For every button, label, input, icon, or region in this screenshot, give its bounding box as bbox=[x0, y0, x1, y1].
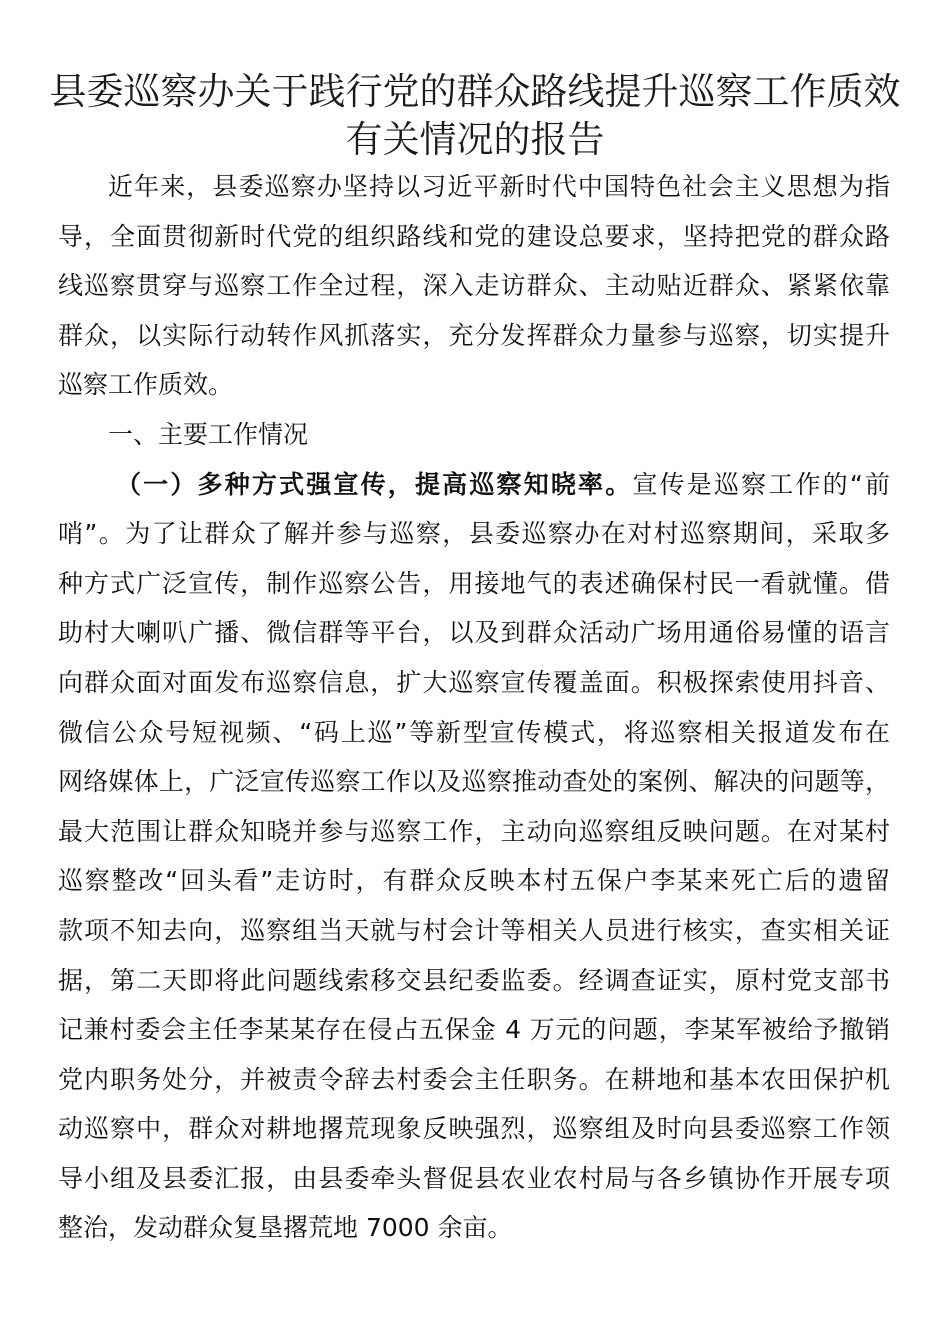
subsection-paragraph-line: 党内职务处分，并被责令辞去村委会主任职务。在耕地和基本农田保护机 bbox=[58, 1064, 890, 1094]
document-title-line-1: 县委巡察办关于践行党的群众路线提升巡察工作质效 bbox=[49, 70, 901, 113]
subsection-paragraph-line: 最大范围让群众知晓并参与巡察工作，主动向巡察组反映问题。在对某村 bbox=[58, 816, 890, 846]
intro-paragraph-line: 群众，以实际行动转作风抓落实，充分发挥群众力量参与巡察，切实提升 bbox=[58, 320, 890, 350]
intro-paragraph-line: 巡察工作质效。 bbox=[58, 370, 234, 400]
subsection-paragraph-line: 向群众面对面发布巡察信息，扩大巡察宣传覆盖面。积极探索使用抖音、 bbox=[58, 667, 890, 697]
subsection-paragraph-line: 网络媒体上，广泛宣传巡察工作以及巡察推动查处的案例、解决的问题等， bbox=[58, 767, 890, 797]
subsection-heading: （一）多种方式强宣传，提高巡察知晓率。 bbox=[116, 469, 633, 499]
subsection-paragraph-line: 助村大喇叭广播、微信群等平台，以及到群众活动广场用通俗易懂的语言 bbox=[58, 618, 890, 648]
subsection-paragraph-line: 据，第二天即将此问题线索移交县纪委监委。经调查证实，原村党支部书 bbox=[58, 965, 890, 995]
subsection-first-line-text: 宣传是巡察工作的“前 bbox=[632, 469, 890, 499]
subsection-paragraph-line: 微信公众号短视频、“码上巡”等新型宣传模式，将巡察相关报道发布在 bbox=[58, 717, 890, 747]
intro-paragraph-line: 导，全面贯彻新时代党的组织路线和党的建设总要求，坚持把党的群众路 bbox=[58, 221, 890, 251]
document-title-line-2: 有关情况的报告 bbox=[345, 118, 605, 161]
intro-paragraph-line: 线巡察贯穿与巡察工作全过程，深入走访群众、主动贴近群众、紧紧依靠 bbox=[58, 271, 890, 301]
intro-paragraph-line: 近年来，县委巡察办坚持以习近平新时代中国特色社会主义思想为指 bbox=[108, 172, 890, 201]
subsection-paragraph-line: 记兼村委会主任李某某存在侵占五保金 4 万元的问题，李某军被给予撤销 bbox=[58, 1015, 890, 1045]
subsection-paragraph-line: 导小组及县委汇报，由县委牵头督促县农业农村局与各乡镇协作开展专项 bbox=[58, 1163, 890, 1193]
subsection-first-line bbox=[58, 460, 890, 510]
subsection-paragraph-line: 哨”。为了让群众了解并参与巡察，县委巡察办在对村巡察期间，采取多 bbox=[58, 519, 890, 549]
document-body bbox=[58, 162, 890, 1253]
subsection-paragraph-line: 种方式广泛宣传，制作巡察公告，用接地气的表述确保村民一看就懂。借 bbox=[58, 568, 890, 598]
subsection-paragraph-line: 整治，发动群众复垦撂荒地 7000 余亩。 bbox=[58, 1213, 513, 1243]
subsection-paragraph-line: 动巡察中，群众对耕地撂荒现象反映强烈，巡察组及时向县委巡察工作领 bbox=[58, 1114, 890, 1144]
section-heading: 一、主要工作情况 bbox=[108, 419, 309, 449]
subsection-paragraph-line: 款项不知去向，巡察组当天就与村会计等相关人员进行核实，查实相关证 bbox=[58, 915, 890, 945]
subsection-paragraph-line: 巡察整改“回头看”走访时，有群众反映本村五保户李某来死亡后的遗留 bbox=[58, 866, 890, 896]
